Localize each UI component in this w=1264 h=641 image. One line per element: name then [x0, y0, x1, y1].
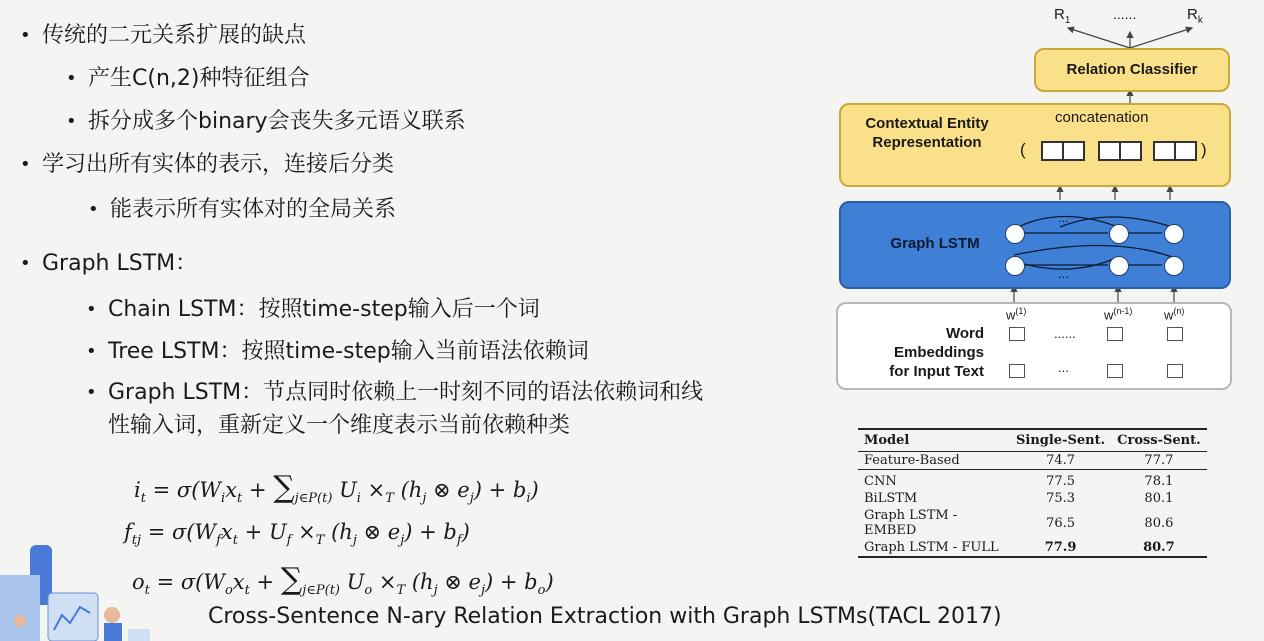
bullet-item: • Chain LSTM：按照time-step输入后一个词	[86, 297, 540, 322]
results-table	[858, 428, 1207, 558]
bullet-text: 传统的二元关系扩展的缺点	[42, 23, 307, 48]
embedding-cell	[1009, 327, 1025, 341]
bullet-text: Chain LSTM：按照time-step输入后一个词	[108, 297, 540, 322]
bullet-text: 学习出所有实体的表示，连接后分类	[42, 152, 395, 177]
cell-single: 76.5	[1046, 515, 1076, 531]
bullet-text: 拆分成多个binary会丧失多元语义联系	[88, 109, 466, 134]
cell-model: Graph LSTM - FULL	[858, 539, 1010, 557]
embedding-cell	[1107, 327, 1123, 341]
col-header-model: Model	[858, 429, 1010, 452]
table-row	[858, 539, 1207, 557]
cell-model: Graph LSTM - EMBED	[864, 508, 958, 538]
bullet-text: Tree LSTM：按照time-step输入当前语法依赖词	[108, 339, 589, 364]
col-header-single: Single-Sent.	[1010, 429, 1111, 452]
cell-single: 77.5	[1010, 470, 1111, 491]
relation-classifier-label: Relation Classifier	[1066, 61, 1198, 78]
bullet-text: Graph LSTM：节点同时依赖上一时刻不同的语法依赖词和线	[108, 380, 704, 405]
contextual-entity-label: Contextual Entity Representation	[865, 115, 989, 151]
cell-single: 75.3	[1046, 491, 1076, 506]
embedding-cell	[1167, 327, 1183, 341]
col-header-cross: Cross-Sent.	[1111, 429, 1207, 452]
embedding-dots-small: ...	[1058, 360, 1069, 375]
bullet-text: 性输入词，重新定义一个维度表示当前依赖种类	[108, 413, 571, 438]
cell-cross: 80.6	[1144, 515, 1174, 531]
bullet-text: Graph LSTM：	[42, 251, 198, 276]
bullet-item: • 拆分成多个binary会丧失多元语义联系	[66, 109, 466, 134]
entity-vector	[1153, 141, 1197, 161]
output-rk-label: $R_k$	[1187, 6, 1203, 26]
decorative-illustration	[0, 515, 150, 641]
embedding-cell	[1009, 364, 1025, 378]
bullet-item: • 产生C(n,2)种特征组合	[66, 66, 310, 91]
lstm-node	[1164, 224, 1184, 244]
equation-input-gate: $i_t = \sigma(W_ix_t + \sum_{j\in P(t)}$ $U_i \times_T$ ($h_j$ ⊗ $e_j) + b_i$)	[134, 470, 539, 507]
embedding-cell	[1167, 364, 1183, 378]
cell-cross: 78.1	[1111, 470, 1207, 491]
lstm-node	[1164, 256, 1184, 276]
equation-forget-gate: $f_{tj} = \sigma(W_fx_t + U_f \times_T$ ($h_j$ ⊗ $e_j) + b_f$)	[124, 520, 470, 549]
equation-output-gate: $o_t = \sigma(W_ox_t + \sum_{j\in P(t)}$ $U_o \times_T$ ($h_j$ ⊗ $e_j) + b_o$)	[132, 562, 554, 599]
lstm-dots-top: ...	[1058, 210, 1069, 225]
entity-vector	[1041, 141, 1085, 161]
bullet-item: • Graph LSTM：节点同时依赖上一时刻不同的语法依赖词和线	[86, 380, 704, 405]
paren-close: )	[1201, 140, 1207, 159]
cell-model: BiLSTM	[864, 491, 918, 506]
cell-model: CNN	[858, 470, 1010, 491]
cell-cross: 77.7	[1144, 453, 1174, 468]
table-row	[858, 470, 1207, 491]
embedding-cell	[1107, 364, 1123, 378]
table-row	[858, 490, 1207, 507]
graph-lstm-label: Graph LSTM	[890, 235, 980, 252]
lstm-node	[1005, 256, 1025, 276]
output-r1-label: $R_1$	[1054, 6, 1071, 26]
concatenation-label: concatenation	[1055, 109, 1149, 126]
word-embeddings-label: Word Embeddings for Input Text	[889, 325, 984, 380]
word-label: $w^{(n-1)}$	[1104, 306, 1133, 323]
paren-open: (	[1020, 140, 1026, 159]
cell-single: 77.9	[1010, 539, 1111, 557]
paper-citation: Cross-Sentence N-ary Relation Extraction with Graph LSTMs(TACL 2017)	[208, 604, 1002, 629]
bullet-item: • 能表示所有实体对的全局关系	[88, 197, 397, 222]
bullet-text: 产生C(n,2)种特征组合	[88, 66, 310, 91]
bullet-text: 能表示所有实体对的全局关系	[110, 197, 397, 222]
word-label: $w^{(n)}$	[1164, 306, 1185, 323]
cell-cross: 80.7	[1111, 539, 1207, 557]
cell-model: Feature-Based	[864, 453, 960, 468]
table-row	[858, 507, 1207, 539]
entity-vector	[1098, 141, 1142, 161]
bullet-item: • Tree LSTM：按照time-step输入当前语法依赖词	[86, 339, 589, 364]
bullet-item: • 传统的二元关系扩展的缺点	[20, 23, 307, 48]
bullet-item: • Graph LSTM：	[20, 251, 198, 276]
table-row	[858, 452, 1207, 470]
lstm-node	[1109, 256, 1129, 276]
output-dots: ......	[1113, 6, 1137, 22]
word-label: $w^{(1)}$	[1006, 306, 1027, 323]
embedding-dots: ......	[1054, 326, 1076, 341]
lstm-node	[1109, 224, 1129, 244]
table-header-row	[858, 429, 1207, 452]
lstm-node	[1005, 224, 1025, 244]
bullet-item: • 学习出所有实体的表示，连接后分类	[20, 152, 395, 177]
lstm-dots-bottom: ...	[1058, 266, 1069, 281]
cell-single: 74.7	[1046, 453, 1076, 468]
bullet-continuation	[108, 412, 570, 440]
cell-cross: 80.1	[1144, 491, 1174, 506]
